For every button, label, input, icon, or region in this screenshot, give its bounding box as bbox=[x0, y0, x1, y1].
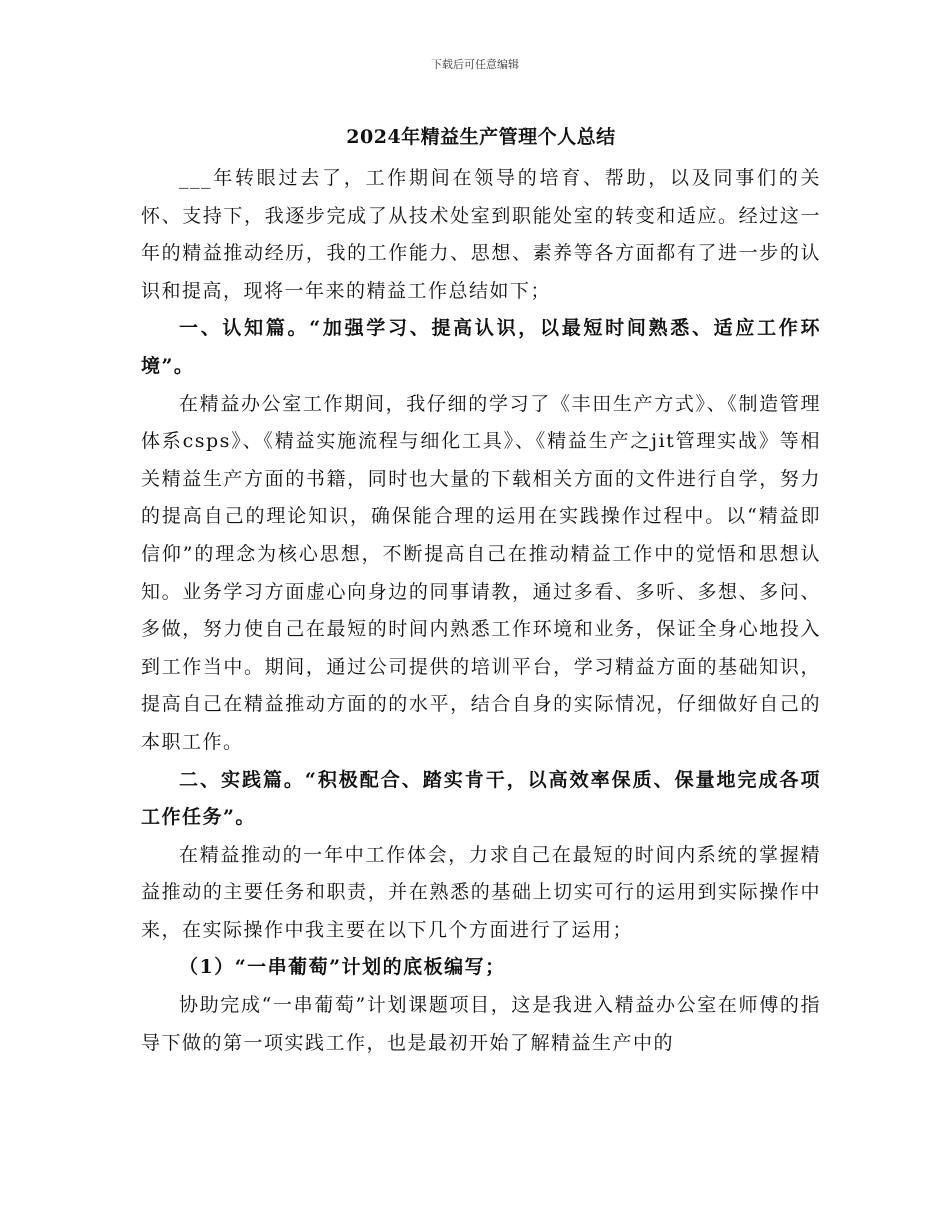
body-paragraph: ___年转眼过去了，工作期间在领导的培育、帮助，以及同事们的关怀、支持下，我逐步完成了从技术处室到职能处室的转变和适应。经过这一年的精益推动经历，我的工作能力、思想、素养等各方面都有了进一步的认识和提高，现将一年来的精益工作总结如下； bbox=[141, 167, 821, 302]
section-heading-practice: 二、实践篇。“积极配合、踏实肯干，以高效率保质、保量地完成各项工作任务”。 bbox=[141, 768, 821, 829]
sub-heading-grape-plan: （1）“一串葡萄”计划的底板编写； bbox=[179, 956, 506, 979]
document-title: 2024年精益生产管理个人总结 bbox=[346, 126, 616, 148]
body-paragraph: 在精益办公室工作期间，我仔细的学习了《丰田生产方式》、《制造管理体系csps》、《精益实施流程与细化工具》、《精益生产之jit管理实战》等相关精益生产方面的书籍，同时也大量的下载相关方面的文件进行自学，努力的提高自己的理论知识，确保能合理的运用在实践操作过程中。以“精益即信仰”的理念为核心思想，不断提高自己在推动精益工作中的觉悟和思想认知。业务学习方面虚心向身边的同事请教，通过多看、多听、多想、多问、多做，努力使自己在最短的时间内熟悉工作环境和业务，保证全身心地投入到工作当中。期间，通过公司提供的培训平台，学习精益方面的基础知识，提高自己在精益推动方面的的水平，结合自身的实际情况，仔细做好自己的本职工作。 bbox=[141, 392, 821, 753]
body-paragraph: 协助完成“一串葡萄”计划课题项目，这是我进入精益办公室在师傅的指导下做的第一项实践工作，也是最初开始了解精益生产中的 bbox=[141, 994, 821, 1054]
section-heading-cognition: 一、认知篇。“加强学习、提高认识，以最短时间熟悉、适应工作环境”。 bbox=[141, 317, 821, 377]
document-page bbox=[141, 118, 821, 1062]
body-paragraph: 在精益推动的一年中工作体会，力求自己在最短的时间内系统的掌握精益推动的主要任务和职责，并在熟悉的基础上切实可行的运用到实际操作中来，在实际操作中我主要在以下几个方面进行了运用； bbox=[141, 843, 821, 941]
page-header-note: 下载后可任意编辑 bbox=[431, 58, 519, 71]
